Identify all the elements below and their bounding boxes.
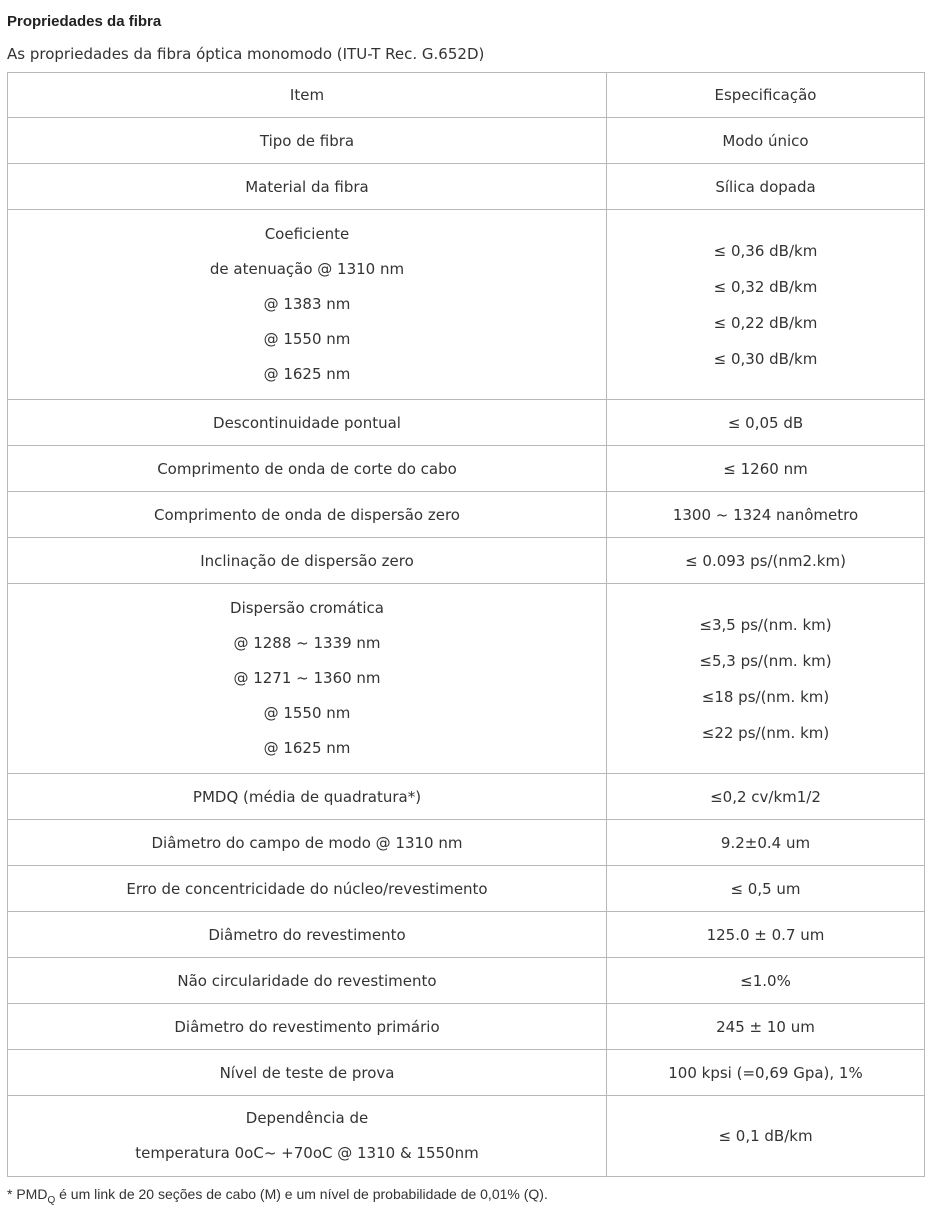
header-item: Item xyxy=(8,73,607,118)
cell-item-line: @ 1625 nm xyxy=(263,739,351,757)
cell-spec: ≤ 0.093 ps/(nm2.km) xyxy=(607,538,925,584)
cell-item-line: Coeficiente xyxy=(264,225,350,243)
footnote-subscript: Q xyxy=(47,1194,56,1206)
cell-item-line: de atenuação @ 1310 nm xyxy=(209,260,405,278)
table-row xyxy=(8,210,925,400)
cell-spec: 245 ± 10 um xyxy=(607,1004,925,1050)
cell-item-line: temperatura 0oC~ +70oC @ 1310 & 1550nm xyxy=(135,1144,479,1162)
header-spec: Especificação xyxy=(607,73,925,118)
cell-spec-line: ≤18 ps/(nm. km) xyxy=(701,687,830,706)
table-row xyxy=(8,400,925,446)
cell-spec: ≤0,2 cv/km1/2 xyxy=(607,774,925,820)
cell-item-line: @ 1288 ~ 1339 nm xyxy=(233,634,381,652)
cell-item: Não circularidade do revestimento xyxy=(8,958,607,1004)
cell-item: Inclinação de dispersão zero xyxy=(8,538,607,584)
cell-item: Diâmetro do revestimento primário xyxy=(8,1004,607,1050)
table-row xyxy=(8,1096,925,1177)
table-row xyxy=(8,958,925,1004)
table-row xyxy=(8,1050,925,1096)
cell-spec-line: ≤22 ps/(nm. km) xyxy=(701,723,830,742)
cell-item-line: @ 1383 nm xyxy=(263,295,351,313)
table-row xyxy=(8,492,925,538)
cell-item-line: Dispersão cromática xyxy=(230,599,384,617)
cell-spec-line: ≤ 0,22 dB/km xyxy=(713,313,818,332)
footnote-text: é um link de 20 seções de cabo (M) e um nível de probabilidade de 0,01% (Q). xyxy=(55,1186,548,1202)
intro-text: As propriedades da fibra óptica monomodo (ITU-T Rec. G.652D) xyxy=(7,45,485,63)
cell-item: Material da fibra xyxy=(8,164,607,210)
table-row xyxy=(8,538,925,584)
cell-spec-line: ≤5,3 ps/(nm. km) xyxy=(699,651,832,670)
cell-item: Descontinuidade pontual xyxy=(8,400,607,446)
cell-item: PMDQ (média de quadratura*) xyxy=(8,774,607,820)
table-header-row xyxy=(8,73,925,118)
cell-spec xyxy=(607,210,925,400)
cell-item xyxy=(8,584,607,774)
cell-item: Comprimento de onda de dispersão zero xyxy=(8,492,607,538)
cell-spec xyxy=(607,584,925,774)
table-row xyxy=(8,912,925,958)
table-row xyxy=(8,1004,925,1050)
table-body xyxy=(8,73,925,1177)
section-heading: Propriedades da fibra xyxy=(7,13,162,30)
cell-spec: Modo único xyxy=(607,118,925,164)
cell-item: Diâmetro do revestimento xyxy=(8,912,607,958)
cell-item: Nível de teste de prova xyxy=(8,1050,607,1096)
cell-item: Erro de concentricidade do núcleo/revestimento xyxy=(8,866,607,912)
fiber-properties-table xyxy=(7,72,925,1177)
cell-spec-line: ≤3,5 ps/(nm. km) xyxy=(699,615,832,634)
cell-item: Diâmetro do campo de modo @ 1310 nm xyxy=(8,820,607,866)
cell-spec: ≤ 0,05 dB xyxy=(607,400,925,446)
table-row xyxy=(8,118,925,164)
cell-spec: Sílica dopada xyxy=(607,164,925,210)
table-row xyxy=(8,164,925,210)
cell-spec: ≤ 0,1 dB/km xyxy=(607,1096,925,1177)
table-row xyxy=(8,446,925,492)
cell-spec: 125.0 ± 0.7 um xyxy=(607,912,925,958)
table-row xyxy=(8,866,925,912)
cell-spec: 100 kpsi (=0,69 Gpa), 1% xyxy=(607,1050,925,1096)
cell-spec: 9.2±0.4 um xyxy=(607,820,925,866)
cell-spec: ≤ 1260 nm xyxy=(607,446,925,492)
cell-item-line: @ 1550 nm xyxy=(263,330,351,348)
cell-item xyxy=(8,1096,607,1177)
footnote xyxy=(7,1186,548,1206)
table-row xyxy=(8,584,925,774)
cell-item xyxy=(8,210,607,400)
cell-spec-line: ≤ 0,30 dB/km xyxy=(713,349,818,368)
table-row xyxy=(8,820,925,866)
cell-item-line: Dependência de xyxy=(245,1109,369,1127)
table-row xyxy=(8,774,925,820)
cell-spec: ≤1.0% xyxy=(607,958,925,1004)
cell-item-line: @ 1625 nm xyxy=(263,365,351,383)
cell-spec-line: ≤ 0,36 dB/km xyxy=(713,241,818,260)
cell-item: Comprimento de onda de corte do cabo xyxy=(8,446,607,492)
cell-item-line: @ 1550 nm xyxy=(263,704,351,722)
cell-item-line: @ 1271 ~ 1360 nm xyxy=(233,669,381,687)
footnote-prefix: * PMD xyxy=(7,1186,48,1202)
cell-spec-line: ≤ 0,32 dB/km xyxy=(713,277,818,296)
cell-item: Tipo de fibra xyxy=(8,118,607,164)
cell-spec: ≤ 0,5 um xyxy=(607,866,925,912)
cell-spec: 1300 ~ 1324 nanômetro xyxy=(607,492,925,538)
